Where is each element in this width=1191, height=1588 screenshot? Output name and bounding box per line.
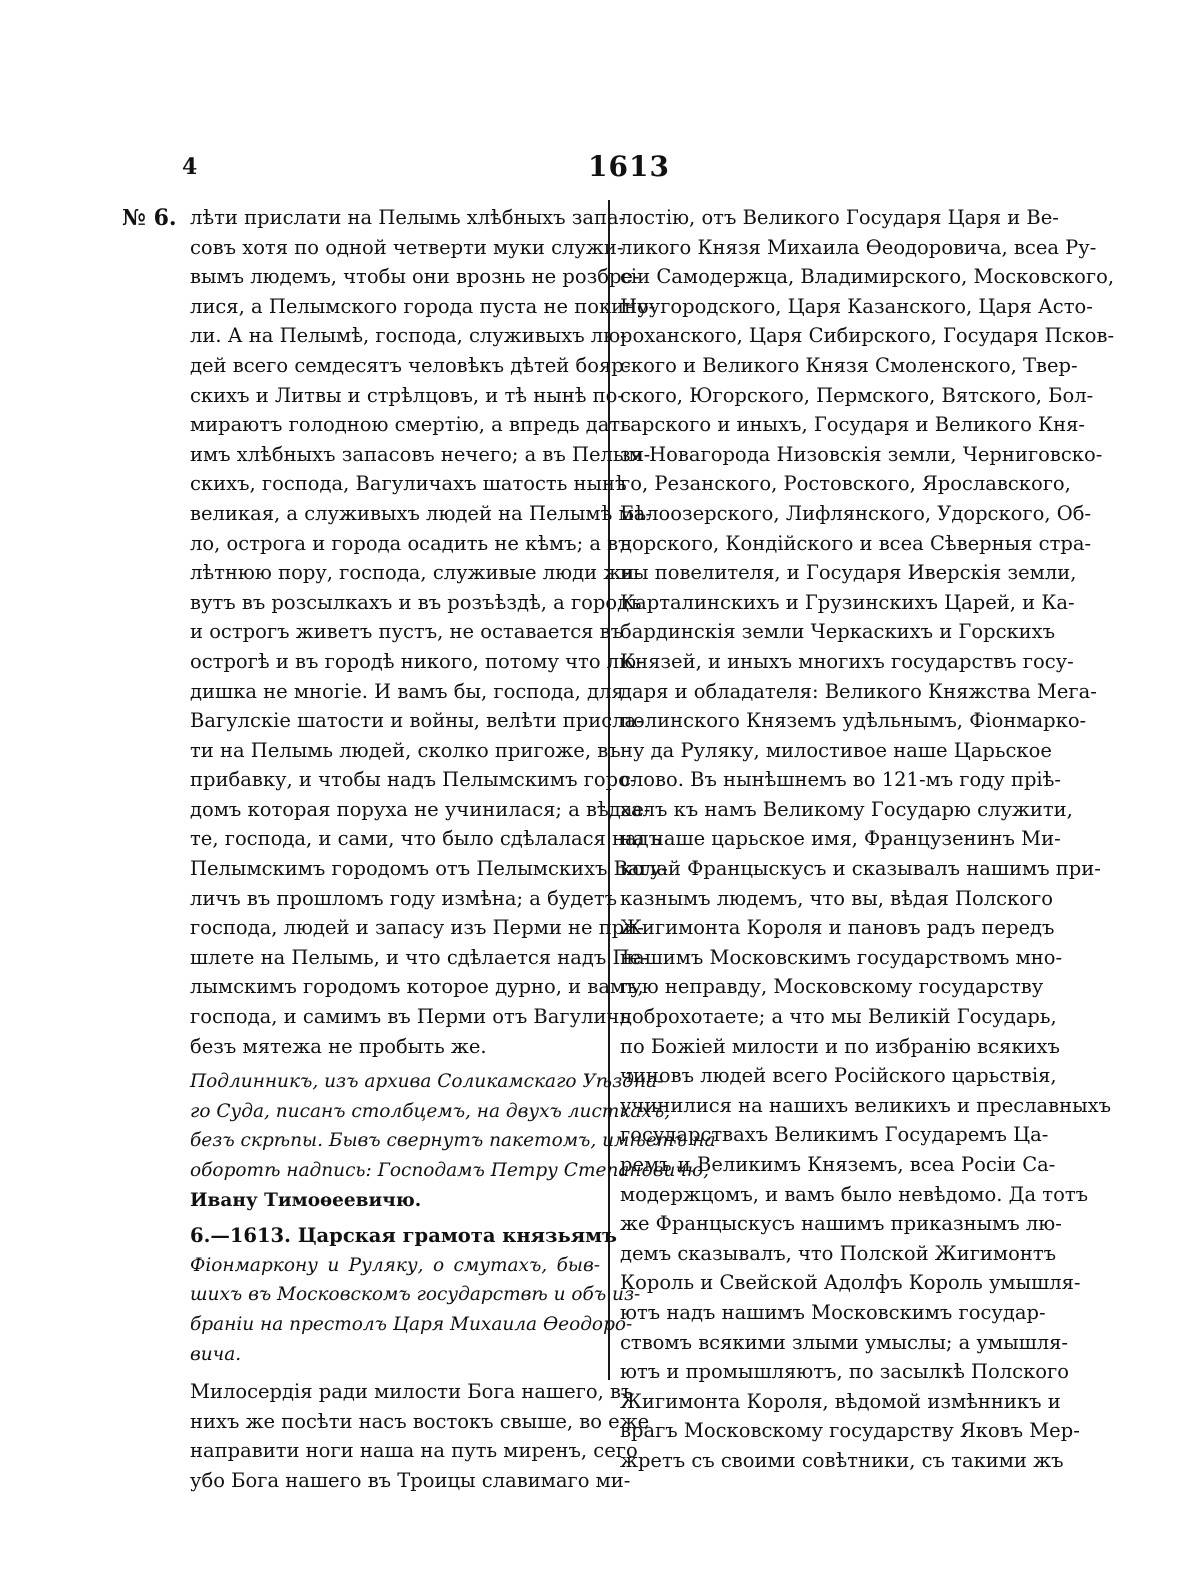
text-line: ти на Пелымь людей, сколко пригоже, въ <box>190 738 621 762</box>
source-note-line: Подлинникъ, изъ архива Соликамскаго Уѣздна- <box>190 1071 664 1093</box>
charter-text-opening <box>190 1377 650 1495</box>
text-line: Король и Свейской Адолфъ Король умышля- <box>620 1271 1081 1295</box>
text-line: на наше царьское имя, Французенинъ Ми- <box>620 827 1061 851</box>
document-heading <box>190 1221 641 1369</box>
text-line: чиновъ людей всего Російского царьствія, <box>620 1064 1057 1088</box>
text-line: мираютъ голодною смертію, а впредь дать <box>190 413 631 437</box>
text-line: господа, людей и запасу изъ Перми не при- <box>190 916 644 940</box>
text-line: по Божіей милости и по избранію всякихъ <box>620 1034 1060 1058</box>
text-line: полинского Княземъ удѣльнымъ, Фіонмарко- <box>620 709 1087 733</box>
text-line: ского и Великого Князя Смоленского, Твер- <box>620 353 1078 377</box>
text-line: вутъ въ розсылкахъ и въ розъѣздѣ, а городъ <box>190 590 642 614</box>
text-line: колай Францыскусъ и сказывалъ нашимъ при- <box>620 857 1101 881</box>
text-line: Князей, и иныхъ многихъ государствъ госу- <box>620 649 1074 673</box>
text-line: зя Новагорода Низовскія земли, Черниговско- <box>620 442 1103 466</box>
text-line: убо Бога нашего въ Троицы славимаго ми- <box>190 1468 631 1492</box>
text-line: острогѣ и въ городѣ никого, потому что лю- <box>190 649 643 673</box>
text-line: же Францыскусъ нашимъ приказнымъ лю- <box>620 1212 1062 1236</box>
text-line: Жигимонта Короля, вѣдомой измѣнникъ и <box>620 1389 1061 1413</box>
text-line: дей всего семдесятъ человѣкъ дѣтей бояр- <box>190 353 631 377</box>
text-line: демъ сказывалъ, что Полской Жигимонтъ <box>620 1241 1057 1265</box>
text-line: ремъ и Великимъ Княземъ, всеа Росіи Са- <box>620 1153 1056 1176</box>
text-line: скихъ, господа, Вагуличахъ шатость нынѣ <box>190 472 627 496</box>
text-line: Ноугородского, Царя Казанского, Царя Асто- <box>620 294 1093 318</box>
text-line: ны повелителя, и Государя Иверскія земли, <box>620 561 1077 585</box>
text-line: роханского, Царя Сибирского, Государя Псков- <box>620 324 1115 348</box>
source-note-line: безъ скрѣпы. Бывъ свернутъ пакетомъ, имѣетъ на <box>190 1130 716 1152</box>
text-line: ликого Князя Михаила Ѳеодоровича, всеа Ру- <box>620 235 1097 259</box>
text-line: бардинскія земли Черкаскихъ и Горскихъ <box>620 620 1056 644</box>
text-line: великая, а служивыхъ людей на Пелымѣ ма- <box>190 501 652 525</box>
text-line: учинилися на нашихъ великихъ и преславныхъ <box>620 1093 1112 1117</box>
text-line: гую неправду, Московскому государству <box>620 975 1044 999</box>
text-line: лѣти прислати на Пелымь хлѣбныхъ запа- <box>190 206 626 229</box>
source-note-line: го Суда, писанъ столбцемъ, на двухъ листкахъ, <box>190 1100 671 1122</box>
text-line: ютъ надъ нашимъ Московскимъ государ- <box>620 1300 1046 1324</box>
text-line: врагъ Московскому государству Яковъ Мер- <box>620 1419 1080 1443</box>
text-line: доброхотаете; а что мы Великій Государь, <box>620 1005 1057 1029</box>
text-line: домъ которая поруха не учинилася; а вѣдае- <box>190 797 651 821</box>
heading-line: 6.—1613. Царская грамота князьямъ <box>190 1224 618 1248</box>
text-line: те, господа, и сами, что было сдѣлалася надъ <box>190 827 662 851</box>
text-line: дорского, Кондійского и всеа Сѣверныя стра- <box>620 531 1092 555</box>
text-line: Бѣлоозерского, Лифлянского, Удорского, Об- <box>620 501 1092 525</box>
text-line: ствомъ всякими злыми умыслы; а умышля- <box>620 1330 1069 1354</box>
text-line: нашимъ Московскимъ государствомъ мно- <box>620 945 1063 969</box>
text-line: господа, и самимъ въ Перми отъ Вагуличь <box>190 1005 630 1029</box>
text-line: лостію, отъ Великого Государя Царя и Ве- <box>620 206 1059 229</box>
text-line: ло, острога и города осадить не кѣмъ; а въ <box>190 531 631 555</box>
heading-line: браніи на престолъ Царя Михаила Ѳеодоро- <box>190 1313 633 1335</box>
text-line: скихъ и Литвы и стрѣлцовъ, и тѣ нынѣ по- <box>190 383 624 407</box>
text-line: Пелымскимъ городомъ отъ Пелымскихъ Вагу- <box>190 857 668 881</box>
text-line: вымъ людемъ, чтобы они врознь не розбре- <box>190 265 640 289</box>
text-line: ну да Руляку, милостивое наше Царьское <box>620 738 1052 762</box>
text-line: направити ноги наша на путь миренъ, сего <box>190 1439 638 1463</box>
text-line: модержцомъ, и вамъ было невѣдомо. Да тотъ <box>620 1182 1089 1206</box>
text-line: лѣтнюю пору, господа, служивые люди жи- <box>190 561 641 585</box>
heading-line: вича. <box>190 1343 242 1365</box>
text-line: слово. Въ нынѣшнемъ во 121-мъ году пріѣ- <box>620 768 1062 792</box>
text-line: лися, а Пелымского города пуста не покину- <box>190 294 656 318</box>
text-line: жретъ съ своими совѣтники, съ такими жъ <box>620 1448 1064 1472</box>
right-column <box>620 203 1115 1476</box>
text-line: нихъ же посѣти насъ востокъ свыше, во еже <box>190 1409 650 1433</box>
text-line: казнымъ людемъ, что вы, вѣдая Полского <box>620 886 1053 910</box>
text-line: халъ къ намъ Великому Государю служити, <box>620 797 1073 821</box>
text-line: гарского и иныхъ, Государя и Великого Кня- <box>620 413 1086 437</box>
left-column <box>190 203 716 1496</box>
text-line: государствахъ Великимъ Государемъ Ца- <box>620 1123 1049 1147</box>
text-line: Вагулскіе шатости и войны, велѣти присла- <box>190 709 643 733</box>
letter-text-continuation <box>190 203 668 1061</box>
text-line: совъ хотя по одной четверти муки служи- <box>190 235 624 259</box>
text-line: сіи Самодержца, Владимирского, Московского, <box>620 265 1115 289</box>
source-note-line: Ивану Тимоѳеевичю. <box>190 1189 422 1211</box>
text-line: ского, Югорского, Пермского, Вятского, Бол- <box>620 383 1094 407</box>
text-line: даря и обладателя: Великого Княжства Мега- <box>620 679 1097 703</box>
text-line: Милосердія ради милости Бога нашего, въ <box>190 1380 634 1404</box>
text-line: шлете на Пелымь, и что сдѣлается надъ Пе- <box>190 945 648 969</box>
source-note <box>190 1067 716 1215</box>
text-line: личъ въ прошломъ году измѣна; а будетъ <box>190 886 618 910</box>
heading-line: шихъ въ Московскомъ государствѣ и объ из- <box>190 1284 641 1306</box>
running-header-year: 1613 <box>588 150 670 183</box>
text-line: безъ мятежа не пробыть же. <box>190 1034 487 1058</box>
text-line: лымскимъ городомъ которое дурно, и вамъ, <box>190 975 644 999</box>
document-number-marker: № 6. <box>122 205 177 231</box>
text-line: ютъ и промышляютъ, по засылкѣ Полского <box>620 1360 1069 1384</box>
text-line: имъ хлѣбныхъ запасовъ нечего; а въ Пелым- <box>190 442 651 466</box>
page-number: 4 <box>182 154 198 180</box>
text-line: Жигимонта Короля и пановъ радъ передъ <box>620 916 1055 940</box>
text-line: прибавку, и чтобы надъ Пелымскимъ горо- <box>190 768 637 792</box>
heading-line: Фіонмаркону и Руляку, о смутахъ, быв- <box>190 1254 600 1276</box>
text-line: и острогъ живетъ пустъ, не оставается въ <box>190 620 624 644</box>
text-line: го, Резанского, Ростовского, Ярославского, <box>620 472 1071 496</box>
text-line: дишка не многіе. И вамъ бы, господа, для <box>190 679 624 703</box>
text-line: Карталинскихъ и Грузинскихъ Царей, и Ка- <box>620 590 1075 614</box>
text-line: ли. А на Пелымѣ, господа, служивыхъ лю- <box>190 324 627 348</box>
source-note-line: оборотѣ надпись: Господамъ Петру Степановичю, <box>190 1160 710 1181</box>
